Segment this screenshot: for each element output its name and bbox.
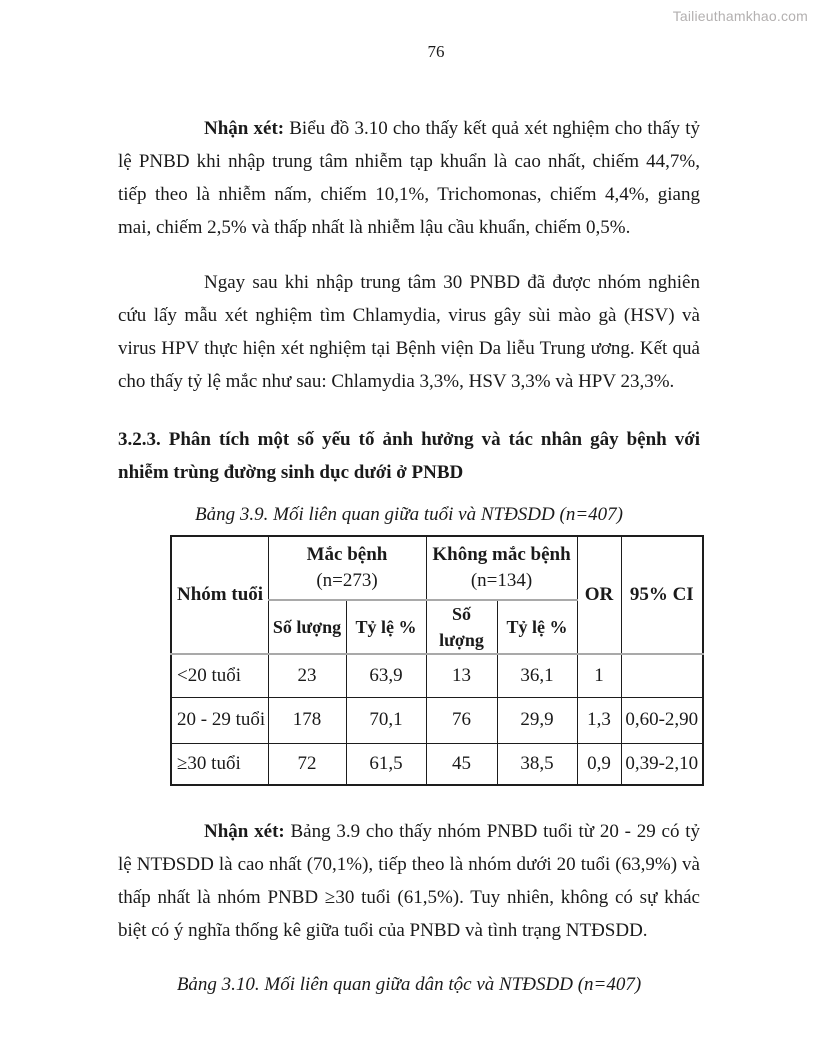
header-or: OR xyxy=(577,536,621,654)
cell-healthy-pct: 38,5 xyxy=(497,743,577,785)
cell-age-group: <20 tuổi xyxy=(171,654,268,697)
header-ci: 95% CI xyxy=(621,536,703,654)
cell-sick-pct: 63,9 xyxy=(346,654,426,697)
subheader-healthy-pct: Tỷ lệ % xyxy=(497,600,577,654)
table-row xyxy=(171,743,703,785)
cell-or: 1 xyxy=(577,654,621,697)
table-header-row-1 xyxy=(171,536,703,600)
cell-ci xyxy=(621,654,703,697)
cell-healthy-pct: 29,9 xyxy=(497,697,577,743)
cell-sick-pct: 70,1 xyxy=(346,697,426,743)
header-age-group: Nhóm tuổi xyxy=(171,536,268,654)
table-row xyxy=(171,697,703,743)
cell-ci: 0,60-2,90 xyxy=(621,697,703,743)
cell-sick-count: 72 xyxy=(268,743,346,785)
table-39-caption: Bảng 3.9. Mối liên quan giữa tuổi và NTĐSDD (n=407) xyxy=(195,504,623,525)
cell-sick-count: 178 xyxy=(268,697,346,743)
cell-or: 0,9 xyxy=(577,743,621,785)
page-number: 76 xyxy=(427,42,445,61)
table-310-caption: Bảng 3.10. Mối liên quan giữa dân tộc và NTĐSDD (n=407) xyxy=(176,974,642,995)
table-39-age-ntdsdd xyxy=(170,535,704,786)
cell-sick-pct: 61,5 xyxy=(346,743,426,785)
watermark-text: Tailieuthamkhao.com xyxy=(672,8,808,24)
cell-healthy-count: 45 xyxy=(426,743,497,785)
cell-healthy-count: 13 xyxy=(426,654,497,697)
header-healthy-group xyxy=(426,536,577,600)
header-sick-title: Mắc bệnh xyxy=(306,544,388,565)
remark-text: Biểu đồ 3.10 cho thấy kết quả xét nghiệm cho thấy tỷ lệ PNBD khi nhập trung tâm nhiễm tạp khuẩn là cao nhất, chiếm 44,7%, tiếp theo là nhiễm nấm, chiếm 10,1%, Trichomonas, chiếm 4,4%, giang mai, chiếm 2,5% và thấp nhất là nhiễm lậu cầu khuẩn, chiếm 0,5%. xyxy=(118,118,700,238)
cell-healthy-pct: 36,1 xyxy=(497,654,577,697)
page-content xyxy=(118,112,700,1001)
cell-or: 1,3 xyxy=(577,697,621,743)
cell-age-group: 20 - 29 tuổi xyxy=(171,697,268,743)
header-sick-n: (n=273) xyxy=(316,570,378,591)
paragraph-test-results xyxy=(118,266,700,398)
remark-label: Nhận xét: xyxy=(204,118,285,139)
section-heading-323: 3.2.3. Phân tích một số yếu tố ảnh hưởng và tác nhân gây bệnh với nhiễm trùng đường sinh dục dưới ở PNBD xyxy=(118,429,700,483)
paragraph-text: Ngay sau khi nhập trung tâm 30 PNBD đã được nhóm nghiên cứu lấy mẫu xét nghiệm tìm Chlamydia, virus gây sùi mào gà (HSV) và virus HPV thực hiện xét nghiệm tại Bệnh viện Da liễu Trung ương. Kết quả cho thấy tỷ lệ mắc như sau: Chlamydia 3,3%, HSV 3,3% và HPV 23,3%. xyxy=(118,272,700,392)
subheader-healthy-count: Số lượng xyxy=(426,600,497,654)
remark-paragraph-biedo-310 xyxy=(118,112,700,244)
cell-ci: 0,39-2,10 xyxy=(621,743,703,785)
cell-healthy-count: 76 xyxy=(426,697,497,743)
header-healthy-title: Không mắc bệnh xyxy=(432,544,571,565)
subheader-sick-pct: Tỷ lệ % xyxy=(346,600,426,654)
cell-sick-count: 23 xyxy=(268,654,346,697)
cell-age-group: ≥30 tuổi xyxy=(171,743,268,785)
remark-label: Nhận xét: xyxy=(204,821,285,842)
header-sick-group xyxy=(268,536,426,600)
subheader-sick-count: Số lượng xyxy=(268,600,346,654)
remark-paragraph-bang-39 xyxy=(118,815,700,947)
table-row xyxy=(171,654,703,697)
header-healthy-n: (n=134) xyxy=(470,570,533,591)
remark-text: Bảng 3.9 cho thấy nhóm PNBD tuổi từ 20 - 29 có tỷ lệ NTĐSDD là cao nhất (70,1%), tiếp theo là nhóm dưới 20 tuổi (63,9%) và thấp nhất là nhóm PNBD ≥30 tuổi (61,5%). Tuy nhiên, không có sự khác biệt có ý nghĩa thống kê giữa tuổi của PNBD và tình trạng NTĐSDD. xyxy=(118,821,700,941)
